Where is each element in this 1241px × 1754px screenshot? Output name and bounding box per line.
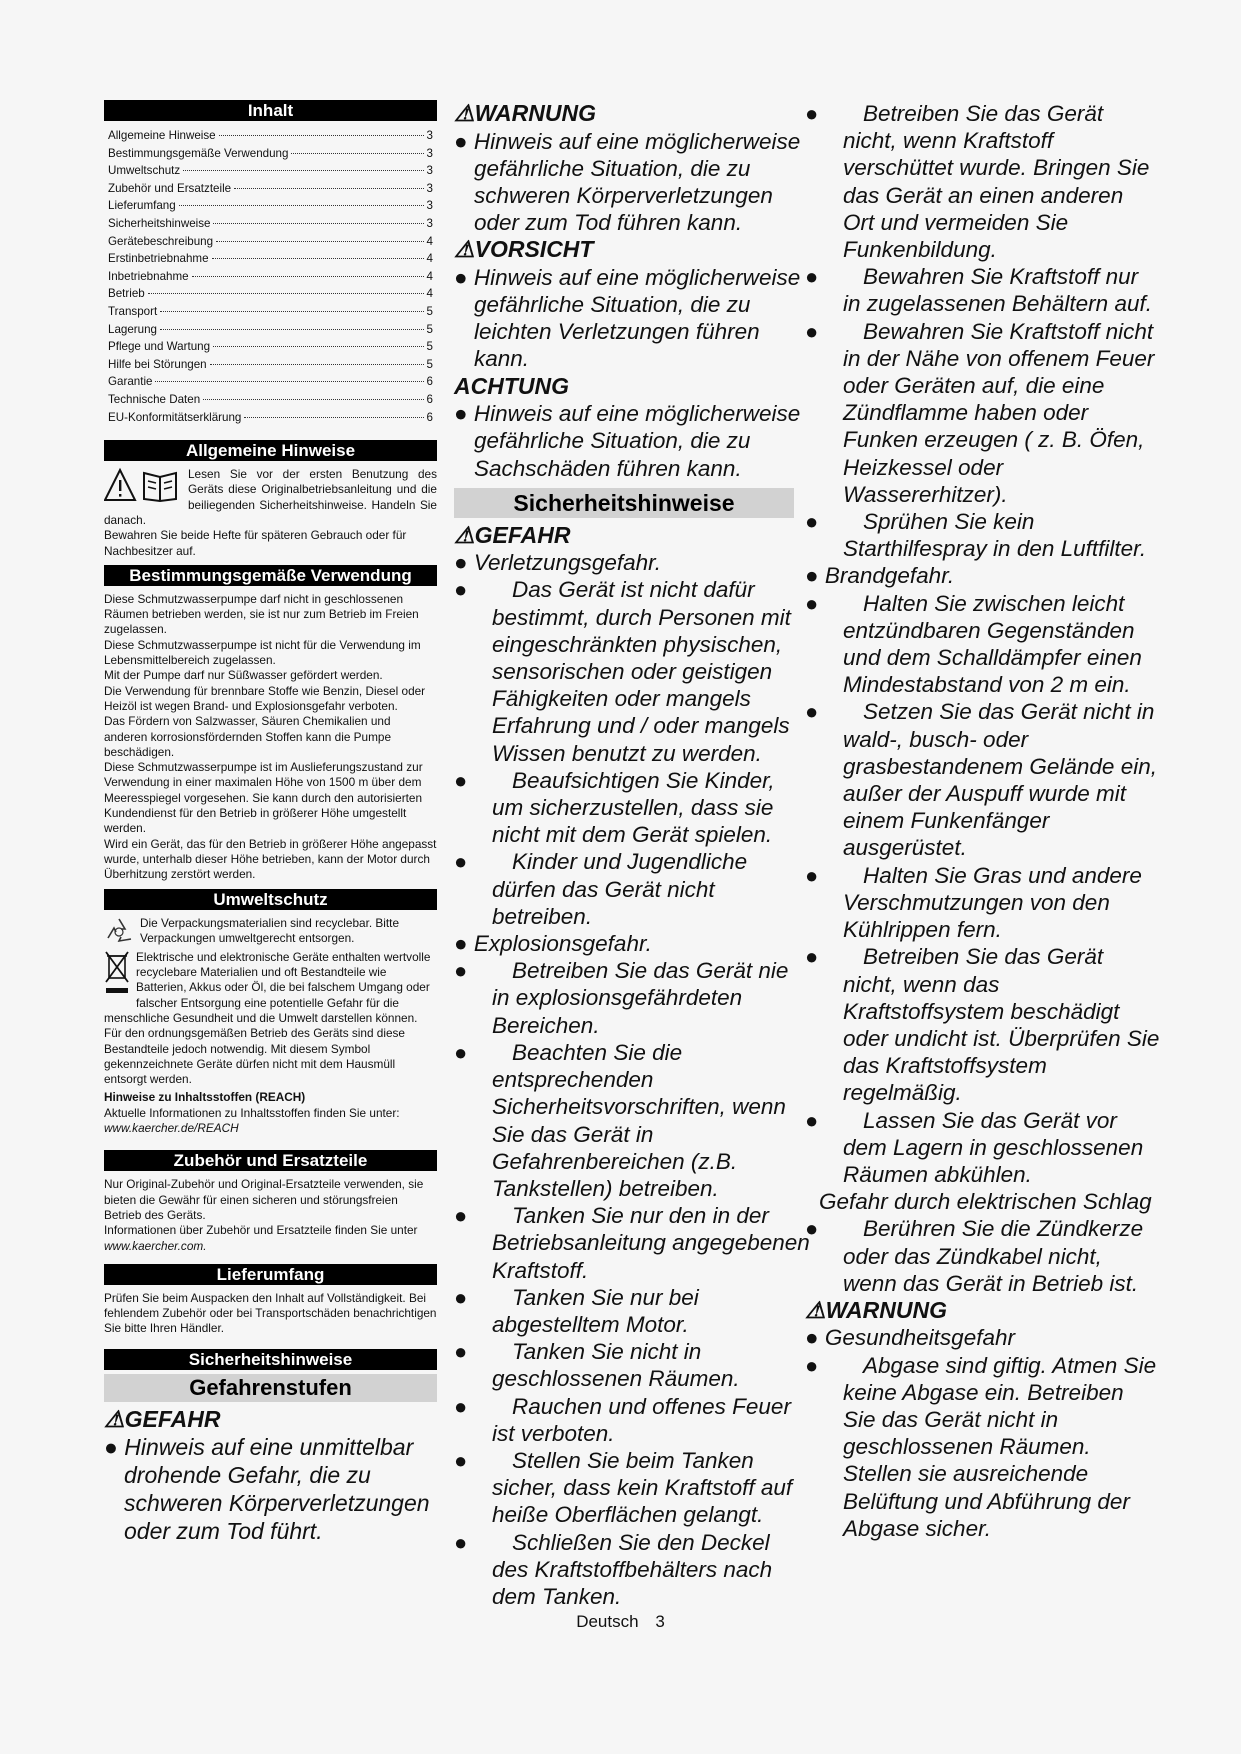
toc-item-label: Inbetriebnahme	[108, 269, 189, 283]
toc-item-page: 6	[426, 410, 433, 424]
list-item: Betreiben Sie das Gerät nicht, wenn das Kraftstoffsystem beschädigt oder undicht ist. Überprüfen Sie das Kraftstoffsystem regelmäßig.	[843, 944, 1160, 1106]
section-lieferumfang	[104, 1291, 437, 1337]
toc-leader-dots	[234, 188, 423, 189]
list-item: Schließen Sie den Deckel des Kraftstoffbehälters nach dem Tanken.	[492, 1529, 773, 1609]
list-item: Tanken Sie nur den in der Betriebsanleitung angegebenen Kraftstoff.	[492, 1203, 810, 1283]
toc-leader-dots	[179, 205, 424, 206]
toc-leader-dots	[155, 381, 423, 382]
umwelt-text-2: Elektrische und elektronische Geräte enthalten wertvolle recyclebare Materialien und oft Bestandteile wie Batterien, Akkus oder Öl, die bei falschem Umgang oder falscher Entsorgung eine potentielle Gefahr für die menschliche Gesundheit und die Umwelt darstellen können. Für den ordnungsgemäßen Betrieb des Geräts sind diese Bestandteile jedoch notwendig. Mit diesem Symbol gekennzeichnete Geräte dürfen nicht mit dem Hausmüll entsorgt werden.	[104, 949, 431, 1087]
warning-book-icon	[104, 467, 182, 507]
toc-leader-dots	[210, 364, 424, 365]
vorsicht-text: Hinweis auf eine möglicherweise gefährliche Situation, die zu leichten Verletzungen führen kann.	[473, 264, 801, 372]
toc-item-label: Zubehör und Ersatzteile	[108, 181, 232, 195]
section-title-allgemeine: Allgemeine Hinweise	[104, 440, 437, 461]
list-item: Lassen Sie das Gerät vor dem Lagern in geschlossenen Räumen abkühlen.	[843, 1107, 1144, 1187]
elektro-heading: Gefahr durch elektrischen Schlag	[819, 1189, 1152, 1215]
umwelt-text-1: Die Verpackungsmaterialien sind recyclebar. Bitte Verpackungen umweltgerecht entsorgen.	[140, 915, 400, 945]
toc-leader-dots	[216, 241, 423, 242]
toc-item-label: Bestimmungsgemäße Verwendung	[108, 146, 289, 160]
section-bestimmung	[104, 592, 437, 883]
list-item: Rauchen und offenes Feuer ist verboten.	[492, 1393, 791, 1446]
verletzung-heading: Verletzungsgefahr.	[473, 550, 662, 576]
allgemeine-text-2: Bewahren Sie beide Hefte für späteren Gebrauch oder für Nachbesitzer auf.	[104, 528, 407, 558]
toc-item-page: 3	[426, 146, 433, 160]
brand-heading: Brandgefahr.	[824, 563, 955, 589]
toc-leader-dots	[213, 223, 423, 224]
toc-item[interactable]	[108, 127, 433, 145]
section-title-sicherheit: Sicherheitshinweise	[104, 1349, 437, 1370]
list-item: Tanken Sie nur bei abgestelltem Motor.	[492, 1284, 699, 1337]
gefahrenstufen-title: Gefahrenstufen	[104, 1374, 437, 1402]
column-right	[805, 100, 1160, 1542]
toc-item[interactable]	[108, 356, 433, 374]
toc-leader-dots	[192, 276, 424, 277]
toc-title: Inhalt	[104, 100, 437, 121]
toc-item[interactable]	[108, 180, 433, 198]
crossed-bin-icon	[104, 950, 130, 1000]
toc-item[interactable]	[108, 268, 433, 286]
toc-item-label: Garantie	[108, 375, 153, 389]
list-item: Kinder und Jugendliche dürfen das Gerät nicht betreiben.	[492, 849, 748, 929]
bestimmung-text-3: Mit der Pumpe darf nur Süßwasser gefördert werden.	[104, 668, 383, 683]
bestimmung-text-5: Das Fördern von Salzwasser, Säuren Chemikalien und anderen korrosionsfördernden Stoffen kann die Pumpe beschädigen.	[104, 714, 392, 759]
gefahrenstufen-gefahr: ⚠GEFAHR ● Hinweis auf eine unmittelbar drohende Gefahr, die zu schweren Körperverletzungen oder zum Tod führt.	[104, 1406, 437, 1546]
gesundheit-heading: Gesundheitsgefahr	[824, 1325, 1015, 1351]
list-item: Beachten Sie die entsprechenden Sicherheitsvorschriften, wenn Sie das Gerät in Gefahrenbereichen (z.B. Tankstellen) betreiben.	[492, 1039, 786, 1201]
gefahr-text: Hinweis auf eine unmittelbar drohende Gefahr, die zu schweren Körperverletzungen oder zum Tod führt.	[124, 1434, 430, 1545]
toc-item-label: EU-Konformitätserklärung	[108, 410, 242, 424]
toc-item-page: 3	[426, 164, 433, 178]
toc-leader-dots	[183, 170, 423, 171]
toc-item-page: 4	[426, 269, 433, 283]
toc-item-page: 3	[426, 129, 433, 142]
toc-item[interactable]	[108, 162, 433, 180]
toc-item-page: 5	[426, 322, 433, 336]
toc-item[interactable]	[108, 373, 433, 391]
toc-item[interactable]	[108, 233, 433, 251]
toc-item[interactable]	[108, 303, 433, 321]
toc-item-page: 4	[426, 287, 433, 301]
zubehoer-link[interactable]: www.kaercher.com.	[104, 1238, 207, 1253]
toc-leader-dots	[219, 135, 424, 136]
toc-item[interactable]	[108, 197, 433, 215]
list-item: Beaufsichtigen Sie Kinder, um sicherzustellen, dass sie nicht mit dem Gerät spielen.	[492, 767, 775, 848]
toc-item-label: Gerätebeschreibung	[108, 234, 214, 248]
section-allgemeine	[104, 467, 437, 559]
list-item: Berühren Sie die Zündkerze oder das Zündkabel nicht, wenn das Gerät in Betrieb ist.	[843, 1216, 1144, 1296]
list-item: Das Gerät ist nicht dafür bestimmt, durch Personen mit eingeschränkten physischen, sensorischen oder geistigen Fähigkeiten oder mangels Erfahrung und / oder mangels Wissen benutzt zu werden.	[492, 577, 791, 766]
section-title-umwelt: Umweltschutz	[104, 889, 437, 910]
page-footer	[0, 1612, 1241, 1632]
toc-leader-dots	[203, 399, 423, 400]
section-zubehoer	[104, 1177, 437, 1253]
footer-language: Deutsch	[576, 1612, 639, 1631]
zubehoer-text-2: Informationen über Zubehör und Ersatzteile finden Sie unter	[104, 1223, 418, 1238]
toc-item-page: 3	[426, 181, 433, 195]
toc-item-label: Transport	[108, 304, 158, 318]
bestimmung-text-2: Diese Schmutzwasserpumpe ist nicht für die Verwendung im Lebensmittelbereich zugelassen.	[104, 637, 421, 668]
list-item: Sprühen Sie kein Starthilfespray in den Luftfilter.	[843, 509, 1147, 562]
toc-leader-dots	[213, 346, 424, 347]
list-item: Stellen Sie beim Tanken sicher, dass kein Kraftstoff auf heiße Oberflächen gelangt.	[492, 1447, 793, 1528]
list-item: Betreiben Sie das Gerät nie in explosionsgefährdeten Bereichen.	[492, 958, 789, 1038]
toc-item-page: 3	[426, 199, 433, 213]
toc-item-page: 5	[426, 357, 433, 371]
reach-title: Hinweise zu Inhaltsstoffen (REACH)	[104, 1090, 306, 1105]
toc-item[interactable]	[108, 391, 433, 409]
toc-leader-dots	[148, 293, 424, 294]
gefahr2-label: ⚠GEFAHR	[454, 521, 571, 548]
toc-item-label: Pflege und Wartung	[108, 340, 211, 354]
toc-item-page: 3	[426, 216, 433, 230]
toc-item[interactable]	[108, 250, 433, 268]
achtung-text: Hinweis auf eine möglicherweise gefährliche Situation, die zu Sachschäden führen kann.	[473, 401, 801, 481]
sicherheitshinweise-continued: ● Betreiben Sie das Gerät nicht, wenn Kraftstoff verschüttet wurde. Bringen Sie das Gerät an einen anderen Ort und vermeiden Sie Funkenbildung. ● Bewahren Sie Kraftstoff nur in zugelassenen Behältern auf. ● Bewahren Sie Kraftstoff nicht in der Nähe von offenem Feuer oder Geräten auf, die eine Zündflamme haben oder Funken erzeugen ( z. B. Öfen, Heizkessel oder Wassererhitzer). ● Sprühen Sie kein Starthilfespray in den Luftfilter. ● Brandgefahr. ● Halten Sie zwischen leicht entzündbaren Gegenständen und dem Schalldämpfer einen Mindestabstand von 2 m ein. ● Setzen Sie das Gerät nicht in wald-, busch- oder grasbestandenem Gelände ein, außer der Auspuff wurde mit einem Funkenfänger ausgerüstet. ● Halten Sie Gras und andere Verschmutzungen von den Kühlrippen fern. ● Betreiben Sie das Gerät nicht, wenn das Kraftstoffsystem beschädigt oder undicht ist. Überprüfen Sie das Kraftstoffsystem regelmäßig. ● Lassen Sie das Gerät vor dem Lagern in geschlossenen Räumen abkühlen. Gefahr durch elektrischen Schlag ● Berühren Sie die Zündkerze oder das Zündkabel nicht, wenn das Gerät in Betrieb ist. ⚠WARNUNG ● Gesundheitsgefahr ● Abgase sind giftig. Atmen Sie keine Abgase ein. Betreiben Sie das Gerät nicht in geschlossenen Räumen. Stellen sie ausreichende Belüftung und Abführung der Abgase sicher.	[805, 101, 1160, 1541]
section-title-zubehoer: Zubehör und Ersatzteile	[104, 1150, 437, 1171]
sicherheitshinweise-gefahr: ⚠GEFAHR ● Verletzungsgefahr. ● Das Gerät ist nicht dafür bestimmt, durch Personen mit eingeschränkten physischen, sensorischen oder geistigen Fähigkeiten oder mangels Erfahrung und / oder mangels Wissen benutzt zu werden. ● Beaufsichtigen Sie Kinder, um sicherzustellen, dass sie nicht mit dem Gerät spielen. ● Kinder und Jugendliche dürfen das Gerät nicht betreiben. ● Explosionsgefahr. ● Betreiben Sie das Gerät nie in explosionsgefährdeten Bereichen. ● Beachten Sie die entsprechenden Sicherheitsvorschriften, wenn Sie das Gerät in Gefahrenbereichen (z.B. Tankstellen) betreiben. ● Tanken Sie nur den in der Betriebsanleitung angegebenen Kraftstoff. ● Tanken Sie nur bei abgestelltem Motor. ● Tanken Sie nicht in geschlossenen Räumen. ● Rauchen und offenes Feuer ist verboten. ● Stellen Sie beim Tanken sicher, dass kein Kraftstoff auf heiße Oberflächen gelangt. ● Schließen Sie den Deckel des Kraftstoffbehälters nach dem Tanken.	[454, 521, 810, 1609]
sicherheitshinweise-title: Sicherheitshinweise	[454, 488, 794, 518]
toc-item-page: 6	[426, 392, 433, 406]
list-item: Tanken Sie nicht in geschlossenen Räumen.	[492, 1339, 740, 1392]
toc-leader-dots	[291, 153, 423, 154]
column-middle	[454, 100, 810, 1610]
toc-item-label: Hilfe bei Störungen	[108, 357, 207, 371]
section-title-bestimmung: Bestimmungsgemäße Verwendung	[104, 565, 437, 586]
list-item: Halten Sie zwischen leicht entzündbaren Gegenständen und dem Schalldämpfer einen Mindestabstand von 2 m ein.	[843, 590, 1142, 698]
toc-item[interactable]	[108, 321, 433, 339]
vorsicht-label: ⚠VORSICHT	[454, 236, 594, 263]
warnung-label: ⚠WARNUNG	[454, 100, 596, 126]
toc-item[interactable]	[108, 409, 433, 427]
list-item: Bewahren Sie Kraftstoff nicht in der Nähe von offenem Feuer oder Geräten auf, die eine Zündflamme haben oder Funken erzeugen ( z. B. Öfen, Heizkessel oder Wassererhitzer).	[843, 318, 1155, 507]
table-of-contents	[104, 127, 437, 426]
toc-item-label: Sicherheitshinweise	[108, 216, 211, 230]
toc-leader-dots	[160, 311, 423, 312]
toc-item-label: Allgemeine Hinweise	[108, 129, 216, 142]
explosion-heading: Explosionsgefahr.	[473, 931, 652, 957]
list-item: Abgase sind giftig. Atmen Sie keine Abgase ein. Betreiben Sie das Gerät nicht in geschlossenen Räumen. Stellen sie ausreichende Belüftung und Abführung der Abgase sicher.	[843, 1352, 1157, 1541]
toc-item[interactable]	[108, 145, 433, 163]
column-left	[104, 100, 437, 1545]
toc-item-label: Umweltschutz	[108, 164, 181, 178]
toc-item[interactable]	[108, 215, 433, 233]
toc-leader-dots	[160, 329, 424, 330]
list-item: Setzen Sie das Gerät nicht in wald-, busch- oder grasbestandenem Gelände ein, außer der Auspuff wurde mit einem Funkenfänger ausgerüstet.	[843, 699, 1157, 861]
toc-item-label: Betrieb	[108, 287, 145, 301]
section-umwelt	[104, 916, 437, 1137]
toc-item[interactable]	[108, 338, 433, 356]
toc-item-label: Technische Daten	[108, 392, 201, 406]
section-title-lieferumfang: Lieferumfang	[104, 1264, 437, 1285]
warnung-text: Hinweis auf eine möglicherweise gefährliche Situation, die zu schweren Körperverletzungen oder zum Tod führen kann.	[473, 128, 801, 236]
list-item: Betreiben Sie das Gerät nicht, wenn Kraftstoff verschüttet wurde. Bringen Sie das Gerät an einen anderen Ort und vermeiden Sie Funkenbildung.	[843, 101, 1150, 263]
footer-page-number: 3	[655, 1612, 665, 1631]
allgemeine-text-1: Lesen Sie vor der ersten Benutzung des Geräts diese Originalbetriebsanleitung und die beiliegenden Sicherheitshinweise. Handeln Sie danach.	[104, 467, 437, 527]
recycling-icon	[104, 916, 134, 950]
gefahr-label: ⚠GEFAHR	[104, 1405, 221, 1432]
bestimmung-text-7: Wird ein Gerät, das für den Betrieb in größerer Höhe angepasst wurde, unterhalb dieser Höhe betrieben, kann der Motor durch Überhitzung zerstört werden.	[104, 836, 437, 882]
toc-item-page: 5	[426, 340, 433, 354]
list-item: Halten Sie Gras und andere Verschmutzungen von den Kühlrippen fern.	[843, 862, 1142, 943]
toc-leader-dots	[212, 258, 424, 259]
toc-item-label: Lieferumfang	[108, 199, 176, 213]
toc-item-page: 5	[426, 304, 433, 318]
reach-text: Aktuelle Informationen zu Inhaltsstoffen finden Sie unter:	[104, 1105, 400, 1120]
bestimmung-text-6: Diese Schmutzwasserpumpe ist im Auslieferungszustand zur Verwendung in einer maximalen Höhe von 1500 m über dem Meeresspiegel vorgesehen. Sie kann durch den autorisierten Kundendienst für den Betrieb in größerer Höhe umgestellt werden.	[104, 760, 423, 836]
zubehoer-text-1: Nur Original-Zubehör und Original-Ersatzteile verwenden, sie bieten die Gewähr für einen sicheren und störungsfreien Betrieb des Geräts.	[104, 1177, 424, 1222]
list-item: Bewahren Sie Kraftstoff nur in zugelassenen Behältern auf.	[843, 264, 1152, 317]
toc-item-page: 4	[426, 252, 433, 266]
gefahrenstufen-levels: ⚠WARNUNG ● Hinweis auf eine möglicherweise gefährliche Situation, die zu schweren Körperverletzungen oder zum Tod führen kann. ⚠VORSICHT ● Hinweis auf eine möglicherweise gefährliche Situation, die zu leichten Verletzungen führen kann. ACHTUNG ● Hinweis auf eine möglicherweise gefährliche Situation, die zu Sachschäden führen kann.	[454, 100, 810, 482]
toc-leader-dots	[244, 417, 423, 418]
toc-item-page: 4	[426, 234, 433, 248]
achtung-label: ACHTUNG	[454, 372, 569, 399]
bestimmung-text-1: Diese Schmutzwasserpumpe darf nicht in geschlossenen Räumen betrieben werden, sie ist nur zum Betrieb im Freien zugelassen.	[104, 591, 419, 637]
toc-item-label: Lagerung	[108, 322, 157, 336]
reach-link[interactable]: www.kaercher.de/REACH	[104, 1121, 239, 1136]
lieferumfang-text: Prüfen Sie beim Auspacken den Inhalt auf Vollständigkeit. Bei fehlendem Zubehör oder bei Transportschäden benachrichtigen Sie bitte Ihren Händler.	[104, 1290, 437, 1336]
toc-item-label: Erstinbetriebnahme	[108, 252, 209, 266]
warnung2-label: ⚠WARNUNG	[805, 1296, 947, 1323]
toc-item-page: 6	[426, 375, 433, 389]
toc-item[interactable]	[108, 285, 433, 303]
bestimmung-text-4: Die Verwendung für brennbare Stoffe wie Benzin, Diesel oder Heizöl ist wegen Brand- und Explosionsgefahr verboten.	[104, 683, 426, 713]
